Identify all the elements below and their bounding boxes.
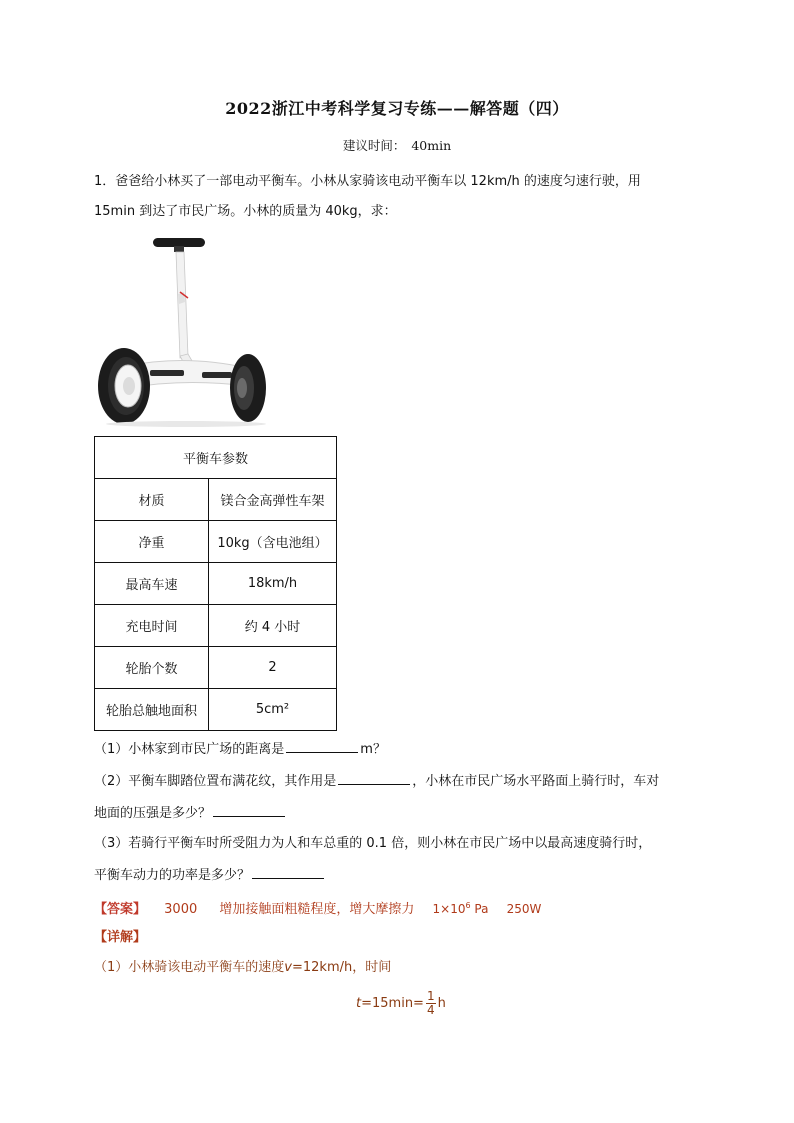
param-value: 镁合金高弹性车架 <box>209 479 337 521</box>
param-name: 最高车速 <box>95 563 209 605</box>
sub-question-2: （2）平衡车脚踏位置布满花纹，其作用是 ，小林在市民广场水平路面上骑行时，车对 <box>94 770 714 792</box>
param-value: 10kg（含电池组） <box>209 521 337 563</box>
question-1-line-1: 1．爸爸给小林买了一部电动平衡车。小林从家骑该电动平衡车以 12km/h 的速度匀速行驶，用 <box>94 174 641 189</box>
sub-question-2-cont: 地面的压强是多少？ <box>94 802 714 824</box>
sub-question-3-cont: 平衡车动力的功率是多少？ <box>94 864 714 886</box>
table-row <box>95 521 337 563</box>
table-header: 平衡车参数 <box>95 437 337 479</box>
param-name: 轮胎总触地面积 <box>95 689 209 731</box>
param-name: 材质 <box>95 479 209 521</box>
answer-blank <box>252 864 324 879</box>
param-value: 5cm² <box>209 689 337 731</box>
table-row <box>95 479 337 521</box>
detail-line-1: （1）小林骑该电动平衡车的速度v=12km/h，时间 <box>94 960 392 975</box>
fraction: $\frac{1}{4}$ <box>426 989 435 1017</box>
balance-scooter-image <box>98 236 270 428</box>
table-row <box>95 605 337 647</box>
param-name: 轮胎个数 <box>95 647 209 689</box>
balance-scooter-illustration <box>98 236 270 428</box>
table-row <box>95 689 337 731</box>
answer-2: 增加接触面粗糙程度，增大摩擦力 <box>219 902 415 917</box>
answer-line <box>94 896 714 920</box>
question-1-line-2: 15min 到达了市民广场。小林的质量为 40kg，求： <box>94 204 397 219</box>
table-row <box>95 647 337 689</box>
answer-3: $1\times 10^6$ Pa <box>432 901 489 916</box>
answer-label: 【答案】 <box>94 902 147 917</box>
suggested-time <box>0 136 794 154</box>
detail-label: 【详解】 <box>94 930 147 945</box>
param-value: 18km/h <box>209 563 337 605</box>
answer-1: 3000 <box>164 902 198 917</box>
answer-4: 250W <box>506 902 542 916</box>
param-value: 约 4 小时 <box>209 605 337 647</box>
answer-blank <box>213 802 285 817</box>
param-name: 充电时间 <box>95 605 209 647</box>
param-value: 2 <box>209 647 337 689</box>
sub-question-3: （3）若骑行平衡车时所受阻力为人和车总重的 0.1 倍，则小林在市民广场中以最高速度骑行时， <box>94 836 652 851</box>
time-formula: t =15min= $\frac{1}{4}$ h <box>356 989 446 1017</box>
page-title: 2022浙江中考科学复习专练——解答题（四） <box>225 99 569 118</box>
answer-blank <box>286 738 358 753</box>
answer-blank <box>338 770 410 785</box>
time-value: 40min <box>411 138 452 153</box>
balance-scooter-params-table <box>94 436 337 731</box>
table-row <box>95 563 337 605</box>
time-label: 建议时间： <box>342 138 406 153</box>
table-header-row <box>95 437 337 479</box>
sub-question-1: （1）小林家到市民广场的距离是 m？ <box>94 738 714 760</box>
param-name: 净重 <box>95 521 209 563</box>
